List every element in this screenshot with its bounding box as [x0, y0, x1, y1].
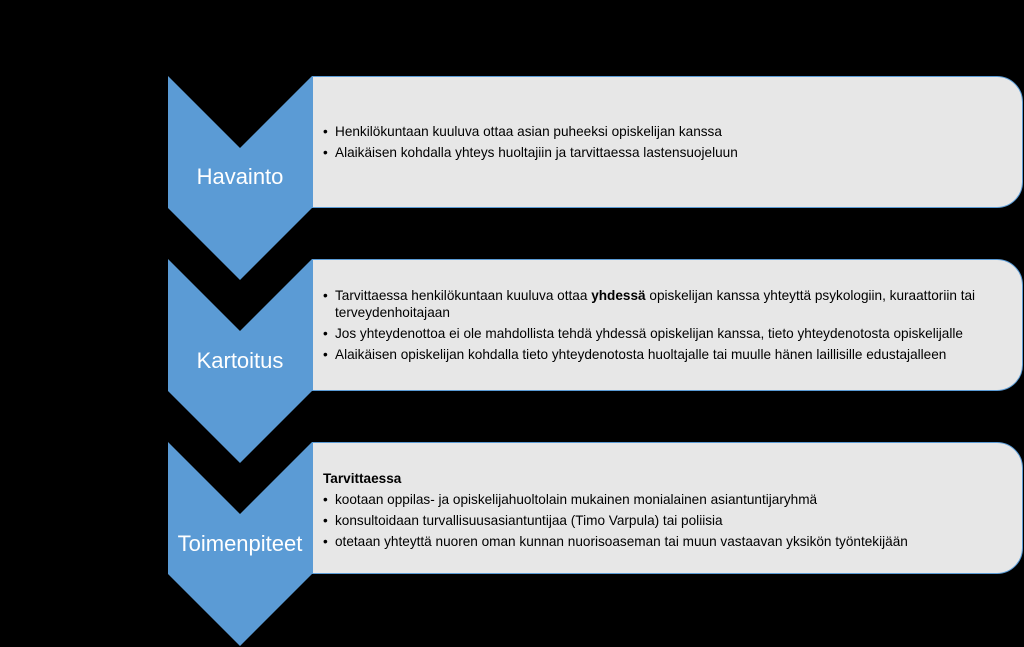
list-item: [323, 287, 1010, 321]
box-heading: Tarvittaessa: [323, 471, 402, 486]
step-box-toimenpiteet: [312, 442, 1023, 574]
list-item: • Henkilökuntaan kuuluva ottaa asian puheeksi opiskelijan kanssa: [323, 123, 1010, 140]
list-item: • otetaan yhteyttä nuoren oman kunnan nuorisoaseman tai muun vastaavan yksikön työntekijään: [323, 533, 1010, 550]
step-box-kartoitus: [312, 259, 1023, 391]
list-item: • Alaikäisen opiskelijan kohdalla tieto yhteydenotosta huoltajalle tai muulle hänen laillisille edustajalleen: [323, 346, 1010, 363]
list-item: • kootaan oppilas- ja opiskelijahuoltolain mukainen monialainen asiantuntijaryhmä: [323, 491, 1010, 508]
bullet-list: [323, 491, 1010, 550]
bullet-list: [323, 287, 1010, 363]
list-item: • Jos yhteydenottoa ei ole mahdollista tehdä yhdessä opiskelijan kanssa, tieto yhteydenotosta opiskelijalle: [323, 325, 1010, 342]
list-item: • konsultoidaan turvallisuusasiantuntijaa (Timo Varpula) tai poliisia: [323, 512, 1010, 529]
step-label-kartoitus: Kartoitus: [196, 348, 284, 373]
step-label-havainto: Havainto: [196, 164, 284, 189]
step-label-toimenpiteet: Toimenpiteet: [177, 531, 303, 556]
emphasis-text: yhdessä: [591, 288, 646, 303]
list-item: • Alaikäisen kohdalla yhteys huoltajiin ja tarvittaessa lastensuojeluun: [323, 144, 1010, 161]
step-box-havainto: [312, 76, 1023, 208]
bullet-list: [323, 123, 1010, 161]
list-item-text: Tarvittaessa henkilökuntaan kuuluva ottaa yhdessä opiskelijan kanssa yhteyttä psykologiin, kuraattoriin tai terveydenhoitajaan: [335, 288, 976, 320]
